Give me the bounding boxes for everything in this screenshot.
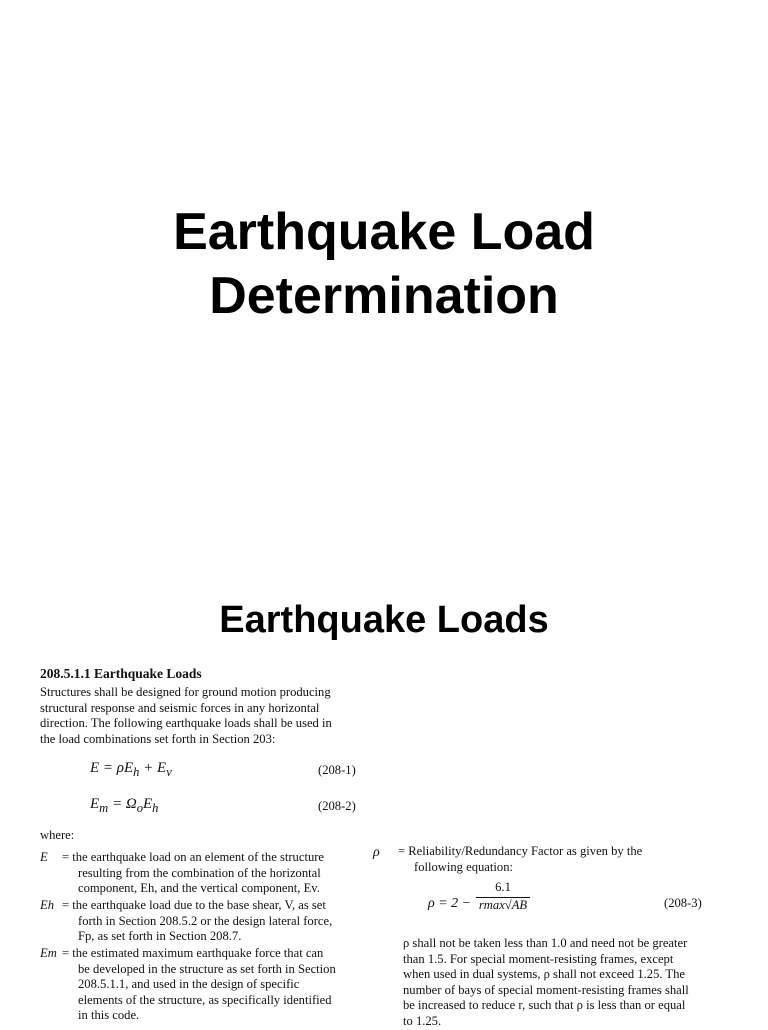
equation-number: (208-2) (318, 799, 356, 813)
slide-title (0, 200, 768, 328)
rho-definition: = Reliability/Redundancy Factor as given by the following equation: (398, 844, 643, 874)
definition-text: = the earthquake load due to the base shear, V, as set forth in Section 208.5.2 or the design lateral force, Fp, as set forth in Section 208.7. (62, 898, 333, 944)
equation-208-3-lhs: ρ = 2 − (428, 896, 472, 911)
definition-text: = the earthquake load on an element of the structure resulting from the combination of the horizontal component, Eh, and the vertical component, Ev. (62, 850, 325, 896)
equation-208-1: $E = \rho E_h + E_v$ (90, 760, 172, 779)
slide-title-line-1: Earthquake Load (173, 203, 595, 261)
equation-number: (208-1) (318, 763, 356, 777)
section-heading: 208.5.1.1 Earthquake Loads (40, 666, 202, 681)
section-subtitle: Earthquake Loads (219, 599, 549, 641)
rho-symbol: ρ (373, 845, 380, 860)
intro-paragraph: Structures shall be designed for ground motion producing structural response and seismic forces in any horizontal direction. The following earthquake loads shall be used in the load combinations set forth in Section 203: (40, 685, 332, 746)
equation-number: (208-3) (664, 896, 702, 910)
rho-paragraph: ρ shall not be taken less than 1.0 and need not be greater than 1.5. For special moment-resisting frames, except when used in dual systems, ρ shall not exceed 1.25. The number of bays of special moment-resisting frames shall be increased to reduce r, such that ρ is less than or equal to 1.25. (403, 936, 689, 1028)
definition-text: = the estimated maximum earthquake force that can be developed in the structure as set forth in Section 208.5.1.1, and used in the design of specific elements of the structure, as specifically identified in this code. (62, 946, 336, 1023)
definition-symbol: Em (40, 946, 57, 960)
slide-title-line-2: Determination (209, 267, 559, 325)
equation-208-2: $E_m = \Omega_oE_h$ (90, 796, 159, 815)
equation-208-3-fraction: 6.1 rmax√AB (476, 880, 530, 913)
definition-symbol: Eh (40, 898, 54, 912)
where-label: where: (40, 828, 75, 842)
definition-symbol: E (40, 850, 48, 864)
